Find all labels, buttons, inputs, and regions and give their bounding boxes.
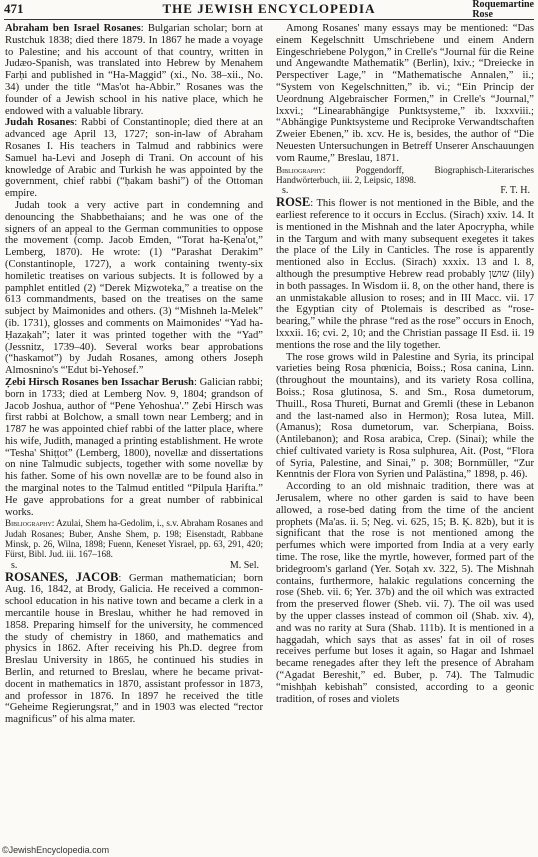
watermark: ©JewishEncyclopedia.com [2, 845, 110, 855]
article-text: : German mathematician; born Aug. 16, 1842, at Brody, Galicia. He received a common-school education in his native town and became a clerk in a mercantile house in Breslau, whither he had removed in 1858. Preparing himself for the university, he commenced the study of chemistry in 1860, and mathematics and physics in 1862. After receiving his Ph.D. degree from Breslau University in 1865, he continued his studies in Berlin, and returned to Breslau, where he became privat-docent in mathematics in 1870, assistant professor in 1873, and professor in 1876. In 1897 he received the title “Geheime Regierungsrat,” and in 1903 was elected “rector magnificus” of his alma mater. [5, 572, 263, 726]
bibliography-label: Bibliography [5, 518, 52, 529]
headword-jacob: ROSANES, JACOB [5, 569, 119, 584]
article-paragraph: Among Rosanes' many essays may be mentioned: “Das einem Kegelschnitt Umschriebene und einem Andern Eingeschriebene Polygon,” in Crelle's “Journal für die Reine und Angewandte Mathematik” (Berlin), lxiv.; “Dreiecke in Perspectiver Lage,” in “Mathematische Annalen,” ii.; “System von Kegelschnitten,” ib. vi.; “Ein Princip der Ueordnung Algebraischer Formen,” in Crelle's “Journal,” lxxvi.; “Linearabhängige Punktsysteme,” ib. lxxxviii.; “Abhängige Punktsysteme und Reciproke Verwandtschaften Zweier Ebenen,” ib. xcv. He is, besides, the author of “Die Neuesten Untersuchungen in Betreff Unserer Anschauungen vom Raume,” Breslau, 1871. [276, 23, 534, 164]
page-number: 471 [4, 1, 24, 16]
article-paragraph: Judah took a very active part in condemning and denouncing the Shabbethaians; and he was one of the signers of an appeal to the German communities to oppose the movement (comp. Jacob Emden, “Torat ha-Ḳena'ot,” Lemberg, 1870). He wrote: (1) “Parashat Derakim” (Constantinople, 1727), a work containing twenty-six homiletic treatises on various subjects. It is followed by a pamphlet entitled (2) “Derek Miẓwoteka,” a treatise on the 613 commandments, based on the treatises on the same subject by Maimonides and others. (3) “Mishneh la-Melek” (ib. 1731), glosses and comments on Maimonides' “Yad ha-Ḥazaḳah”; later it was printed together with the “Yad” (Jessnitz, 1739–40). Several works bear approbations (“haskamot”) by Judah Rosanes, among others Joseph Almosnino's “'Edut bi-Yehosef.” [5, 199, 263, 377]
headword-rose: ROSE [276, 195, 311, 210]
page-header [0, 0, 538, 18]
bibliography-text: : Azulai, Shem ha-Gedolim, i., s.v. Abraham Rosanes and Judah Rosanes; Buber, Anshe Shem, p. 198; Eisenstadt, Rabbane Minsk, p. 26, Wilna, 1898; Fuenn, Keneset Yisrael, pp. 63, 291, 420; Fürst, Bibl. Jud. iii. 167–168. [5, 518, 263, 560]
article-text: : Bulgarian scholar; born at Rustchuk 1838; died there 1879. In 1867 he made a voyage to Palestine; and his account of that country, written in Judæo-Spanish, was translated into Hebrew by Menahem Farḥi and published in “Ha-Maggid” (xi., No. 38–xii., No. 34) under the title “Mas'ot ha-Abbir.” Rosanes was the founder of a Jewish school in his native place, which he endowed with a valuable library. [5, 23, 263, 117]
bibliography-label: Bibliography [276, 164, 323, 175]
article-paragraph: According to an old mishnaic tradition, there was at Jerusalem, where no other garden is said to have been allowed, a rose-bed dating from the time of the ancient prophets (Ma'as. ii. 5; Neg. vi. 625, 15; B. Ḳ. 82b), but it is significant that the rose is not mentioned among the perfumes which were imported from India at a very early time. The rose, like the myrtle, however, formed part of the bridegroom's garland (Yer. Soṭah xv. 322, 5). The Mishnah contains, furthermore, halakic regulations concerning the rose (Sheb. vii. 6; Yer. 37b) and the oil which was extracted from the preserved flower (Sheb. vii. 7). The oil was used by the upper classes instead of common oil (Shab. xiv. 4), and was no rarity at Sura (Shab. 111b). It is mentioned in a haggadah, which says that as asses' fat in oil of roses receives perfume but loses it again, so Hagar and Ishmael became renegades after they left the presence of Abraham (“Agadat Bereshit,” ed. Buber, p. 74). The Talmudic “mishḥah kebishah” consisted, according to a geonic tradition, of roses and violets [276, 481, 534, 705]
bibliography [5, 518, 263, 559]
article-rosanes-jacob [5, 569, 263, 726]
header-rule [4, 19, 534, 20]
running-head-line2: Rose [472, 9, 493, 20]
signature-line [276, 185, 534, 197]
article-paragraph: The rose grows wild in Palestine and Syria, its principal varieties being Rosa phœnicia, Boiss.; Rosa canina, Linn. (throughout the mountains), and its variety Rosa collina, Boiss.; Rosa glutinosa, S. and Sm., Rosa dumetorum, Thuill., Rosa Thureti, Burnat and Gremli (these in Lebanon and the last-named also in Hermon); Rosa lutea, Mill. (Amanus); Rosa dumetorum, var. Scherpiana, Boiss. (Antilebanon); and Rosa arabica, Crep. (Sinai); while the chief cultivated variety is Rosa sulphurea, Ait. (Post, “Flora of Syria, Palestine, and Sinai,” p. 308; Bornmüller, “Zur Kenntnis der Flora von Syrien und Palästina,” 1898, p. 46). [276, 351, 534, 481]
page-title: THE JEWISH ENCYCLOPEDIA [162, 1, 376, 16]
article-text: : Galician rabbi; born in 1733; died at Lemberg Nov. 9, 1804; grandson of Jacob Joshua, author of “Pene Yehoshua'.” Ẓebi Hirsch was first rabbi at Bolchow, a small town near Lemberg; and in 1787 he was appointed chief rabbi of the latter place, where his wife, Judith, managed a printing establishment. He wrote “Tesha' Shiṭṭot” (Lemberg, 1800), novellæ and dissertations on nine Talmudic subjects, together with some novellæ by his father. Some of his own novellæ are to be found also in the marginal notes to the Talmud entitled “Pilpula Ḥarifta.” He gave approbations for a great number of rabbinical works. [5, 376, 263, 518]
left-column [5, 23, 263, 726]
headword-zebi: Ẓebi Hirsch Rosanes ben Issachar Berush [5, 376, 194, 388]
headword-abraham: Abraham ben Israel Rosanes [5, 23, 141, 34]
signature-code: s. [11, 559, 18, 571]
article-text: : This flower is not mentioned in the Bible, and the earliest reference to it occurs in Ecclus. (Sirach) xxiv. 14. It is mentioned in the Mishnah and the later Apocrypha, while in the Targum and with many subsequent exegetes it takes the place of the Lily in Canticles. The rose is apparently mentioned also in Ecclus. (Sirach) xxxix. 13 and l. 8, although the presumptive Hebrew read probably שושן (lily) in both passages. In Wisdom ii. 8, on the other hand, there is an unmistakable allusion to roses; and in III Macc. vii. 17 the Egyptian city of Ptolemais is described as “rose-bearing,” while the phrase “red as the rose” occurs in Enoch, lxxxii. 16; cvi. 2, 10; and the Christian passage II Esd. ii. 19 mentions the rose and the lily together. [276, 198, 534, 351]
bibliography-text: : Poggendorff, Biographisch-Literarisches Handwörterbuch, iii. 2, Leipsic, 1898. [276, 164, 534, 185]
running-head [472, 0, 534, 20]
running-head-line1: Roquemartine [472, 0, 534, 10]
article-abraham-ben-israel-rosanes [5, 23, 263, 117]
signature-author: F. T. H. [500, 185, 530, 197]
bibliography [276, 165, 534, 186]
signature-author: M. Sel. [229, 559, 259, 571]
article-judah-rosanes [5, 117, 263, 200]
article-rose [276, 197, 534, 351]
signature-code: s. [282, 185, 289, 197]
right-column [276, 23, 534, 705]
headword-judah: Judah Rosanes [5, 117, 75, 129]
article-text: : Rabbi of Constantinople; died there at an advanced age April 13, 1727; son-in-law of Abraham Rosanes I. His teachers in Talmud and rabbinics were Samuel ha-Levi and Joseph di Trani. On account of his knowledge of Arabic and Turkish he was appointed by the government, chief rabbi (“ḥakam bashi”) of the Ottoman empire. [5, 117, 263, 200]
article-zebi-hirsch-rosanes [5, 377, 263, 519]
